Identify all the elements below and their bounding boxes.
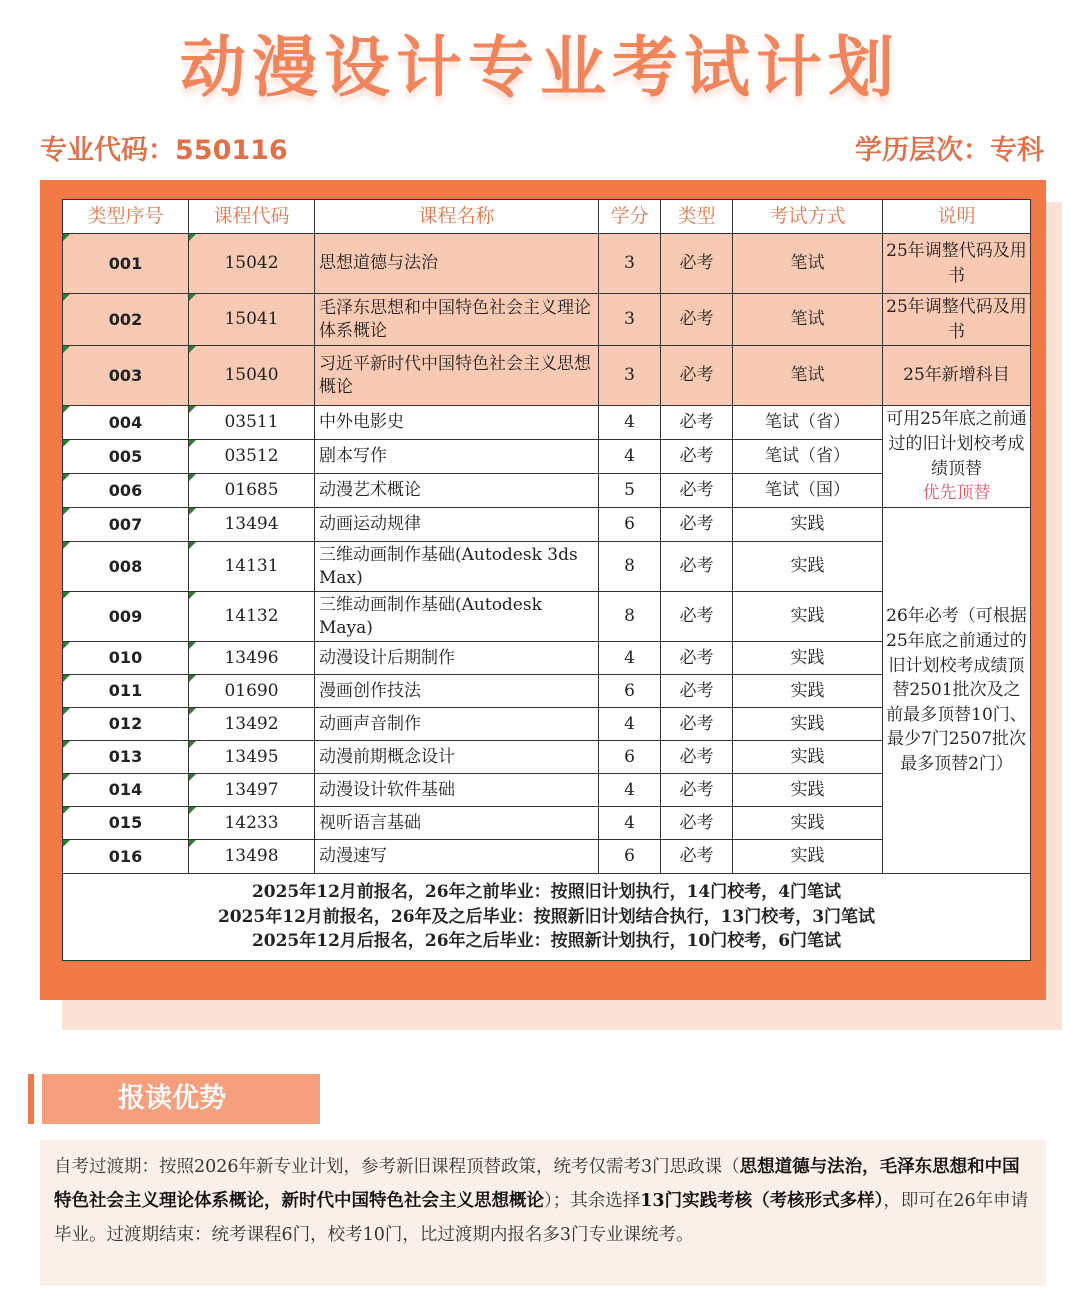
- cell-seq: 003: [63, 346, 189, 406]
- cell-name: 动漫设计后期制作: [315, 642, 599, 675]
- cell-seq: 010: [63, 642, 189, 675]
- advantage-paragraph: [54, 1150, 1034, 1252]
- cell-code: 01685: [189, 474, 315, 508]
- cell-seq: 014: [63, 774, 189, 807]
- cell-seq: 016: [63, 840, 189, 874]
- cell-code: 15042: [189, 234, 315, 294]
- table-footer-row: [63, 874, 1031, 961]
- cell-code: 03512: [189, 440, 315, 474]
- table-row: [63, 508, 1031, 542]
- cell-credit: 4: [599, 708, 661, 741]
- cell-name: 毛泽东思想和中国特色社会主义理论体系概论: [315, 294, 599, 346]
- page-title: 动漫设计专业考试计划: [180, 29, 900, 106]
- cell-type: 必考: [661, 675, 733, 708]
- cell-seq: 012: [63, 708, 189, 741]
- cell-credit: 5: [599, 474, 661, 508]
- cell-seq: 007: [63, 508, 189, 542]
- major-code: 专业代码：550116: [40, 135, 288, 166]
- cell-type: 必考: [661, 440, 733, 474]
- cell-code: 13497: [189, 774, 315, 807]
- cell-credit: 3: [599, 294, 661, 346]
- cell-code: 03511: [189, 406, 315, 440]
- cell-name: 剧本写作: [315, 440, 599, 474]
- table-header-row: [63, 200, 1031, 234]
- cell-type: 必考: [661, 346, 733, 406]
- header-exam: 考试方式: [733, 200, 883, 234]
- cell-credit: 4: [599, 406, 661, 440]
- header-seq: 类型序号: [63, 200, 189, 234]
- cell-name: 动画运动规律: [315, 508, 599, 542]
- cell-credit: 4: [599, 440, 661, 474]
- cell-type: 必考: [661, 406, 733, 440]
- advantage-bold-1: 思想道德与法治，毛泽东思想和中国特色社会主义理论体系概论，新时代中国特色社会主义思想概论: [54, 1157, 1020, 1211]
- cell-credit: 6: [599, 741, 661, 774]
- cell-code: 13494: [189, 508, 315, 542]
- cell-type: 必考: [661, 741, 733, 774]
- note-priority-text: 优先顶替: [922, 483, 991, 504]
- cell-exam: 笔试: [733, 346, 883, 406]
- cell-exam: 实践: [733, 840, 883, 874]
- education-level: 学历层次：专科: [855, 135, 1044, 166]
- cell-name: 动漫艺术概论: [315, 474, 599, 508]
- cell-code: 13495: [189, 741, 315, 774]
- cell-credit: 6: [599, 675, 661, 708]
- cell-code: 15040: [189, 346, 315, 406]
- cell-note: 25年调整代码及用书: [883, 294, 1031, 346]
- cell-name: 习近平新时代中国特色社会主义思想概论: [315, 346, 599, 406]
- section-title-advantage: 报读优势: [42, 1074, 320, 1124]
- footer-line-1: 2025年12月前报名，26年之前毕业：按照旧计划执行，14门校考，4门笔试: [251, 882, 842, 902]
- cell-type: 必考: [661, 542, 733, 592]
- cell-seq: 006: [63, 474, 189, 508]
- cell-exam: 实践: [733, 508, 883, 542]
- cell-exam: 实践: [733, 592, 883, 642]
- cell-code: 14132: [189, 592, 315, 642]
- cell-type: 必考: [661, 234, 733, 294]
- cell-exam: 笔试（省）: [733, 440, 883, 474]
- cell-name: 三维动画制作基础(Autodesk Maya): [315, 592, 599, 642]
- cell-seq: 011: [63, 675, 189, 708]
- cell-name: 漫画创作技法: [315, 675, 599, 708]
- cell-name: 动漫设计软件基础: [315, 774, 599, 807]
- table-row: [63, 406, 1031, 440]
- cell-code: 13498: [189, 840, 315, 874]
- cell-code: 14233: [189, 807, 315, 840]
- cell-seq: 001: [63, 234, 189, 294]
- cell-name: 中外电影史: [315, 406, 599, 440]
- footer-line-3: 2025年12月后报名，26年之后毕业：按照新计划执行，10门校考，6门笔试: [251, 931, 842, 952]
- cell-type: 必考: [661, 592, 733, 642]
- advantage-text-1: 自考过渡期：按照2026年新专业计划，参考新旧课程顶替政策，统考仅需考3门思政课（: [54, 1157, 740, 1177]
- table-row: [63, 234, 1031, 294]
- cell-code: 13492: [189, 708, 315, 741]
- cell-seq: 008: [63, 542, 189, 592]
- cell-type: 必考: [661, 840, 733, 874]
- cell-type: 必考: [661, 774, 733, 807]
- advantage-text-2: ）；其余选择: [544, 1191, 641, 1211]
- exam-plan-table: [62, 199, 1031, 961]
- cell-credit: 3: [599, 346, 661, 406]
- cell-exam: 笔试: [733, 294, 883, 346]
- cell-credit: 8: [599, 542, 661, 592]
- section-accent-bar: [28, 1074, 34, 1124]
- cell-seq: 004: [63, 406, 189, 440]
- cell-credit: 3: [599, 234, 661, 294]
- table-row: [63, 346, 1031, 406]
- cell-exam: 实践: [733, 807, 883, 840]
- cell-seq: 013: [63, 741, 189, 774]
- cell-seq: 005: [63, 440, 189, 474]
- exam-plan-table-wrapper: [62, 199, 1030, 961]
- header-note: 说明: [883, 200, 1031, 234]
- cell-name: 动漫速写: [315, 840, 599, 874]
- cell-exam: 笔试: [733, 234, 883, 294]
- note-text: 可用25年底之前通过的旧计划校考成绩顶替: [886, 409, 1027, 479]
- cell-type: 必考: [661, 807, 733, 840]
- cell-note: 25年调整代码及用书: [883, 234, 1031, 294]
- cell-seq: 002: [63, 294, 189, 346]
- cell-type: 必考: [661, 294, 733, 346]
- cell-credit: 4: [599, 807, 661, 840]
- cell-exam: 实践: [733, 542, 883, 592]
- header-code: 课程代码: [189, 200, 315, 234]
- header-type: 类型: [661, 200, 733, 234]
- cell-exam: 实践: [733, 675, 883, 708]
- cell-name: 三维动画制作基础(Autodesk 3ds Max): [315, 542, 599, 592]
- footer-line-2: 2025年12月前报名，26年及之后毕业：按照新旧计划结合执行，13门校考，3门笔试: [217, 906, 876, 927]
- cell-code: 13496: [189, 642, 315, 675]
- cell-type: 必考: [661, 474, 733, 508]
- cell-name: 思想道德与法治: [315, 234, 599, 294]
- table-footer: [63, 874, 1031, 961]
- cell-credit: 4: [599, 642, 661, 675]
- cell-type: 必考: [661, 708, 733, 741]
- cell-note: 25年新增科目: [883, 346, 1031, 406]
- cell-credit: 8: [599, 592, 661, 642]
- cell-name: 动画声音制作: [315, 708, 599, 741]
- cell-exam: 实践: [733, 741, 883, 774]
- header-name: 课程名称: [315, 200, 599, 234]
- table-row: [63, 294, 1031, 346]
- cell-type: 必考: [661, 508, 733, 542]
- header-credit: 学分: [599, 200, 661, 234]
- cell-note-group-practice: 26年必考（可根据25年底之前通过的旧计划校考成绩顶替2501批次及之前最多顶替10门、最少7门2507批次最多顶替2门）: [883, 508, 1031, 874]
- cell-exam: 实践: [733, 708, 883, 741]
- cell-seq: 015: [63, 807, 189, 840]
- cell-type: 必考: [661, 642, 733, 675]
- cell-name: 动漫前期概念设计: [315, 741, 599, 774]
- cell-exam: 笔试（省）: [733, 406, 883, 440]
- cell-credit: 6: [599, 840, 661, 874]
- advantage-bold-2: 13门实践考核（考核形式多样）: [640, 1191, 884, 1211]
- cell-exam: 实践: [733, 642, 883, 675]
- cell-credit: 6: [599, 508, 661, 542]
- advantage-text-3: ，即可在26年申请毕业。过渡期结束：统考课程6门，校考10门，比过渡期内报名多3门专业课统考。: [54, 1191, 1029, 1245]
- cell-code: 14131: [189, 542, 315, 592]
- cell-seq: 009: [63, 592, 189, 642]
- cell-code: 15041: [189, 294, 315, 346]
- cell-exam: 笔试（国）: [733, 474, 883, 508]
- cell-credit: 4: [599, 774, 661, 807]
- cell-note-group-written: [883, 406, 1031, 508]
- cell-exam: 实践: [733, 774, 883, 807]
- cell-code: 01690: [189, 675, 315, 708]
- cell-name: 视听语言基础: [315, 807, 599, 840]
